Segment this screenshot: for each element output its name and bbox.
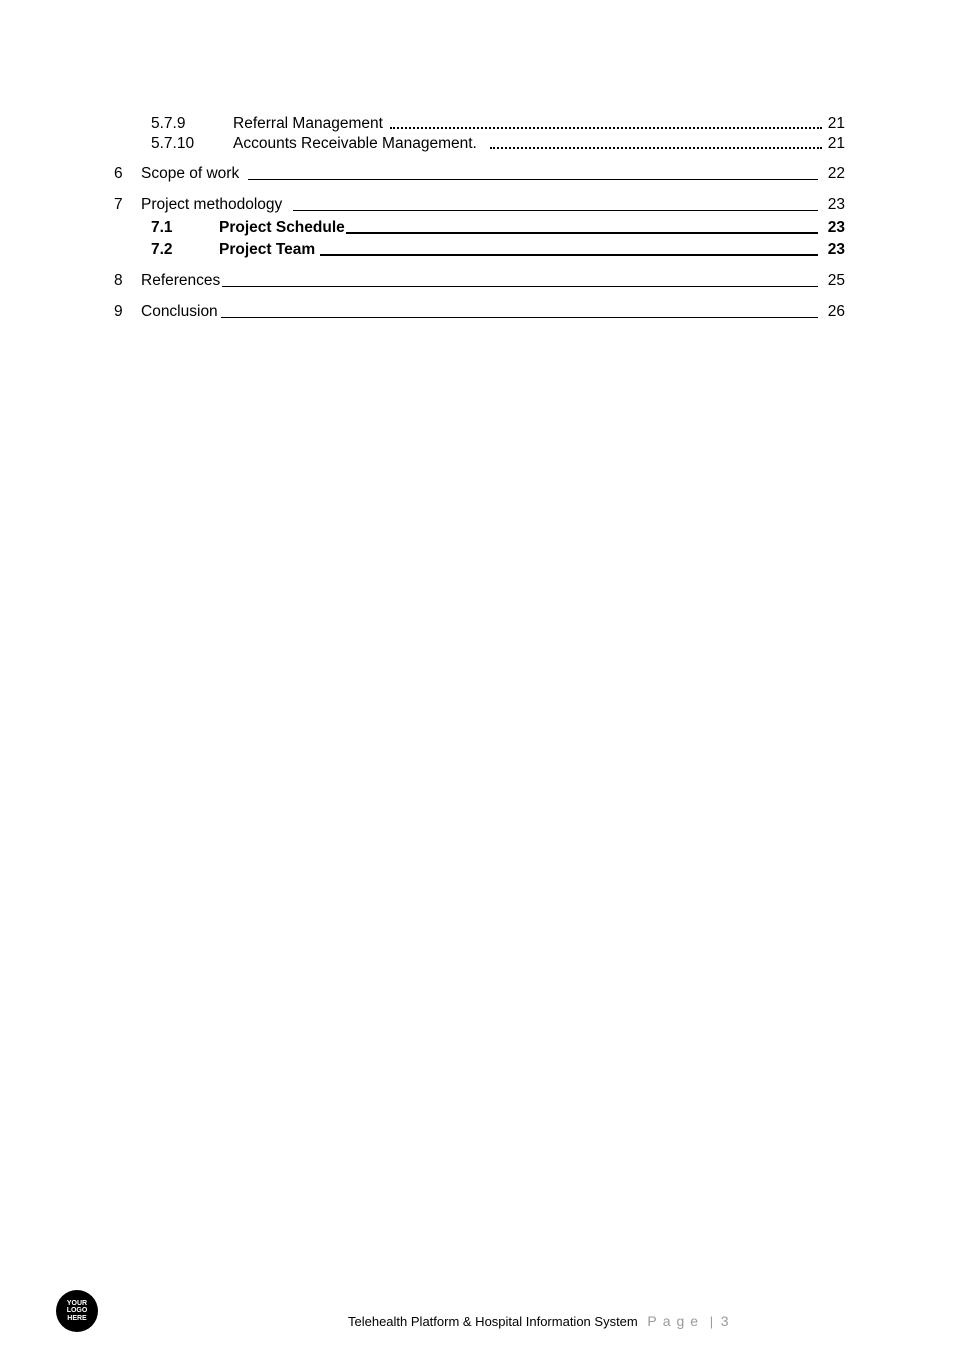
toc-entry-number: 5.7.10 <box>151 135 195 152</box>
toc-line-leader <box>293 195 818 215</box>
toc-line-leader <box>320 240 818 260</box>
toc-dot-leader <box>390 114 822 134</box>
toc-entry-title: Project Team <box>219 241 316 258</box>
toc-dot-leader <box>490 134 822 154</box>
toc-entry-5-7-10[interactable] <box>0 134 960 154</box>
toc-entry-number: 7.1 <box>151 219 173 236</box>
toc-entry-number: 7 <box>114 196 123 213</box>
toc-entry-8[interactable] <box>0 271 960 291</box>
logo-text-line1: YOUR <box>66 1299 88 1307</box>
page-footer <box>348 1311 729 1332</box>
toc-entry-page: 23 <box>827 219 845 236</box>
toc-entry-title: Referral Management <box>233 115 383 132</box>
logo-placeholder <box>56 1290 98 1332</box>
footer-separator: | <box>709 1314 714 1329</box>
toc-entry-page: 21 <box>827 115 845 132</box>
logo-text-line2: LOGO <box>66 1307 88 1315</box>
toc-line-leader <box>248 164 818 184</box>
toc-line-leader <box>222 271 818 291</box>
toc-entry-number: 5.7.9 <box>151 115 186 132</box>
toc-entry-page: 23 <box>827 196 845 213</box>
toc-entry-title: References <box>141 272 221 289</box>
toc-entry-title: Conclusion <box>141 303 218 320</box>
toc-entry-9[interactable] <box>0 302 960 322</box>
toc-entry-number: 9 <box>114 303 123 320</box>
toc-entry-page: 21 <box>827 135 845 152</box>
logo-text-line3: HERE <box>67 1314 87 1322</box>
toc-entry-6[interactable] <box>0 164 960 184</box>
toc-entry-7[interactable] <box>0 195 960 215</box>
toc-entry-5-7-9[interactable] <box>0 114 960 134</box>
toc-entry-title: Project Schedule <box>219 219 345 236</box>
toc-entry-title: Scope of work <box>141 165 240 182</box>
toc-entry-page: 23 <box>827 241 845 258</box>
toc-line-leader <box>221 302 818 322</box>
toc-entry-number: 6 <box>114 165 123 182</box>
toc-entry-number: 8 <box>114 272 123 289</box>
toc-entry-page: 26 <box>827 303 845 320</box>
toc-entry-7-2[interactable] <box>0 240 960 260</box>
toc-entry-7-1[interactable] <box>0 218 960 238</box>
toc-entry-title: Project methodology <box>141 196 283 213</box>
toc-entry-page: 22 <box>827 165 845 182</box>
footer-document-title: Telehealth Platform & Hospital Information System <box>348 1314 638 1329</box>
footer-page-label: Page <box>647 1313 705 1329</box>
toc-entry-title: Accounts Receivable Management. <box>233 135 477 152</box>
footer-page-number: 3 <box>720 1313 729 1329</box>
toc-line-leader <box>346 218 818 238</box>
toc-entry-page: 25 <box>827 272 845 289</box>
toc-entry-number: 7.2 <box>151 241 173 258</box>
